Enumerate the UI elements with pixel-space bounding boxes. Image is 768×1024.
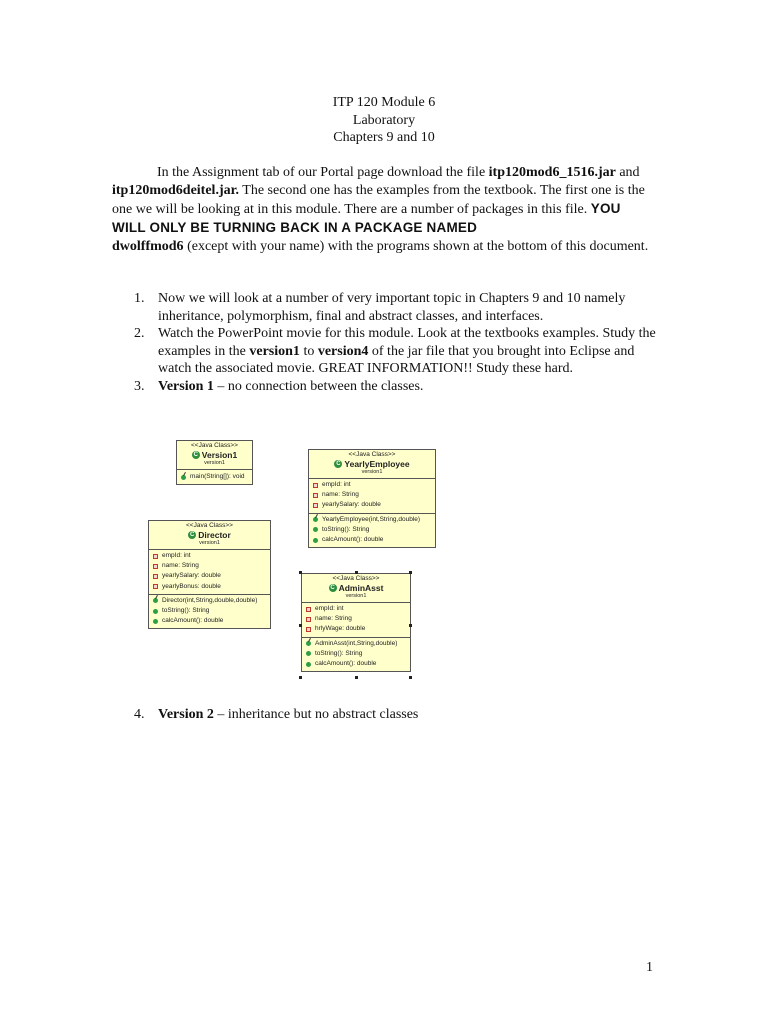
class-icon: C: [336, 461, 341, 467]
lab-title: Laboratory: [352, 112, 416, 128]
deitel-jar-name: itp120mod6deitel.jar.: [112, 183, 240, 198]
uml-class-admin-asst: <<Java Class>> C AdminAsst version1 empId: int name: String hrlyWage: double AdminAsst(int,String,double) toString(): String calcAmount(): double: [301, 573, 411, 672]
page-number: 1: [646, 960, 653, 975]
turn-in-warning: YOU WILL ONLY BE TURNING BACK IN A PACKAGE NAMED: [112, 201, 621, 235]
list-item: 1. Now we will look at a number of very important topic in Chapters 9 and 10 namely inheritance, polymorphism, final and abstract classes, and interfaces.: [134, 291, 626, 324]
constructor-icon: [313, 517, 318, 522]
selection-handle: [299, 676, 302, 679]
field-icon: [313, 483, 318, 488]
selection-handle: [355, 676, 358, 679]
selection-handle: [299, 571, 302, 574]
class-icon: C: [193, 452, 198, 458]
method-icon: [313, 538, 318, 543]
course-title: ITP 120 Module 6: [332, 95, 436, 110]
selection-handle: [355, 571, 358, 574]
intro-paragraph: In the Assignment tab of our Portal page download the file itp120mod6_1516.jar and itp120mod6deitel.jar. The second one has the examples from the textbook. The first one is the one we will be looking at in this module. There are a number of packages in this file. YOU WILL ONLY BE TURNING BACK IN A PACKAGE NAMED dwolffmod6 (except with your name) with the programs shown at the bottom of this document.: [112, 165, 649, 254]
list-item: 3. Version 1 – no connection between the classes.: [134, 378, 424, 394]
class-icon: C: [330, 585, 335, 591]
method-icon: [153, 619, 158, 624]
field-icon: [313, 493, 318, 498]
chapters-title: Chapters 9 and 10: [333, 130, 435, 145]
method-icon: [153, 609, 158, 614]
package-name: dwolffmod6: [112, 239, 184, 254]
field-icon: [153, 584, 158, 589]
list-item: 4. Version 2 – inheritance but no abstract classes: [134, 707, 419, 722]
method-icon: [313, 527, 318, 532]
selection-handle: [409, 624, 412, 627]
selection-handle: [299, 624, 302, 627]
field-icon: [306, 617, 311, 622]
uml-class-yearly-employee: <<Java Class>> C YearlyEmployee version1 empId: int name: String yearlySalary: double YearlyEmployee(int,String,double) toString(): String calcAmount(): double: [308, 449, 436, 548]
field-icon: [153, 554, 158, 559]
selection-handle: [409, 571, 412, 574]
constructor-icon: [153, 598, 158, 603]
field-icon: [153, 564, 158, 569]
jar-file-name: itp120mod6_1516.jar: [488, 165, 616, 180]
field-icon: [153, 574, 158, 579]
selection-handle: [409, 676, 412, 679]
static-method-icon: [181, 475, 186, 480]
field-icon: [313, 503, 318, 508]
field-icon: [306, 607, 311, 612]
uml-class-version1: <<Java Class>> C Version1 version1 main(String[]): void: [176, 440, 253, 485]
instruction-list: [112, 290, 657, 395]
uml-class-director: <<Java Class>> C Director version1 empId: int name: String yearlySalary: double yearlyBonus: double Director(int,String,double,double) toString(): String calcAmount(): double: [148, 520, 271, 629]
document-header: [0, 94, 768, 147]
constructor-icon: [306, 641, 311, 646]
list-item: 2. Watch the PowerPoint movie for this module. Look at the textbooks examples. Study the examples in the version1 to version4 of the jar file that you brought into Eclipse and watch the associated movie. GREAT INFORMATION!! Study these hard.: [134, 326, 656, 376]
field-icon: [306, 627, 311, 632]
class-icon: C: [190, 532, 195, 538]
method-icon: [306, 651, 311, 656]
method-icon: [306, 662, 311, 667]
